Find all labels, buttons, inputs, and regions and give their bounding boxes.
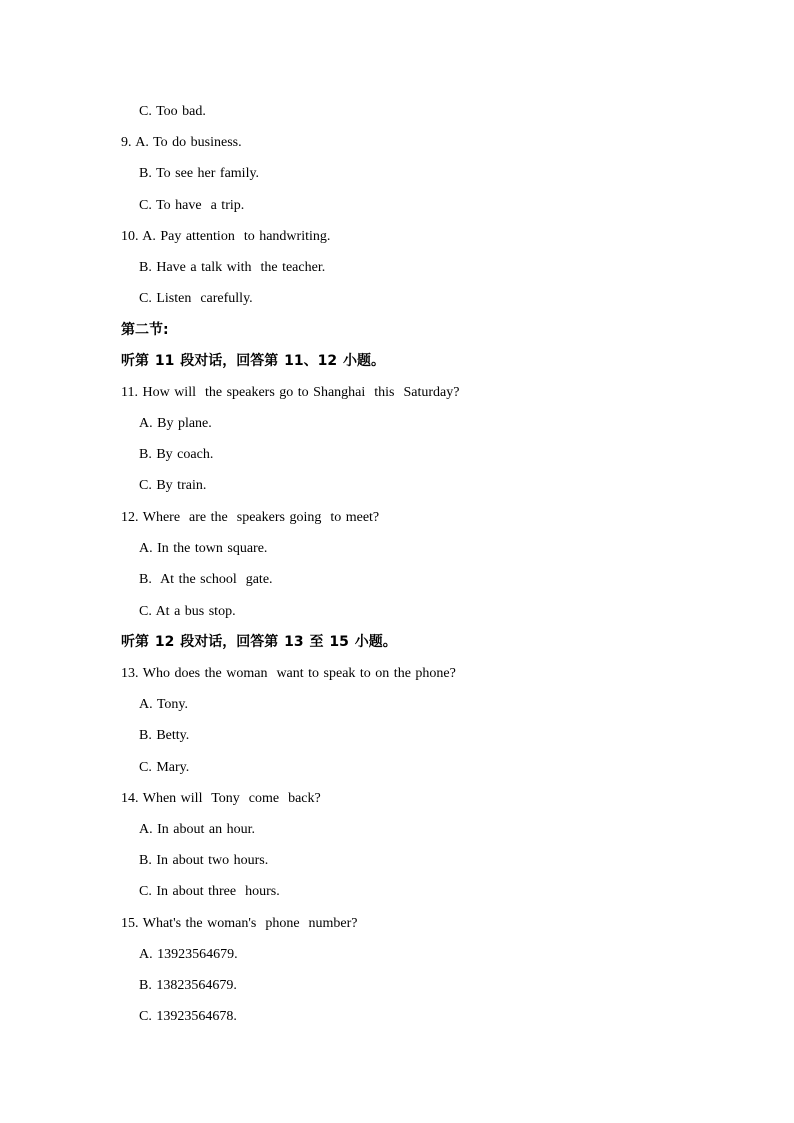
q11-option-b: B. By coach.	[139, 447, 214, 462]
q13-option-b: B. Betty.	[139, 728, 190, 743]
q13-option-a: A. Tony.	[139, 697, 189, 712]
q15-option-b: B. 13823564679.	[139, 978, 237, 993]
q10-option-b: B. Have a talk with the teacher.	[139, 260, 326, 275]
q11-option-c: C. By train.	[139, 478, 207, 493]
q15-option-a: A. 13923564679.	[139, 947, 238, 962]
q15-question: 15. What's the woman's phone number?	[121, 916, 358, 931]
q12-option-a: A. In the town square.	[139, 541, 268, 556]
q14-option-a: A. In about an hour.	[139, 822, 255, 837]
q12-option-b: B. At the school gate.	[139, 572, 273, 587]
q9-option-c: C. To have a trip.	[139, 198, 245, 213]
q14-option-c: C. In about three hours.	[139, 884, 280, 899]
q8-option-c: C. Too bad.	[139, 104, 206, 119]
q13-question: 13. Who does the woman want to speak to on the phone?	[121, 666, 456, 681]
q15-option-c: C. 13923564678.	[139, 1009, 237, 1024]
q11-option-a: A. By plane.	[139, 416, 212, 431]
q11-question: 11. How will the speakers go to Shanghai this Saturday?	[121, 385, 460, 400]
q9-option-b: B. To see her family.	[139, 166, 260, 181]
q12-question: 12. Where are the speakers going to meet?	[121, 510, 380, 525]
q9-question: 9. A. To do business.	[121, 135, 242, 150]
instruction-11-12: 听第 11 段对话，回答第 11、12 小题。	[121, 353, 385, 369]
q14-question: 14. When will Tony come back?	[121, 791, 321, 806]
instruction-13-15: 听第 12 段对话，回答第 13 至 15 小题。	[121, 634, 397, 650]
section-heading: 第二节:	[121, 322, 169, 338]
q13-option-c: C. Mary.	[139, 760, 190, 775]
q10-option-c: C. Listen carefully.	[139, 291, 253, 306]
q10-question: 10. A. Pay attention to handwriting.	[121, 229, 331, 244]
q12-option-c: C. At a bus stop.	[139, 604, 236, 619]
q14-option-b: B. In about two hours.	[139, 853, 269, 868]
